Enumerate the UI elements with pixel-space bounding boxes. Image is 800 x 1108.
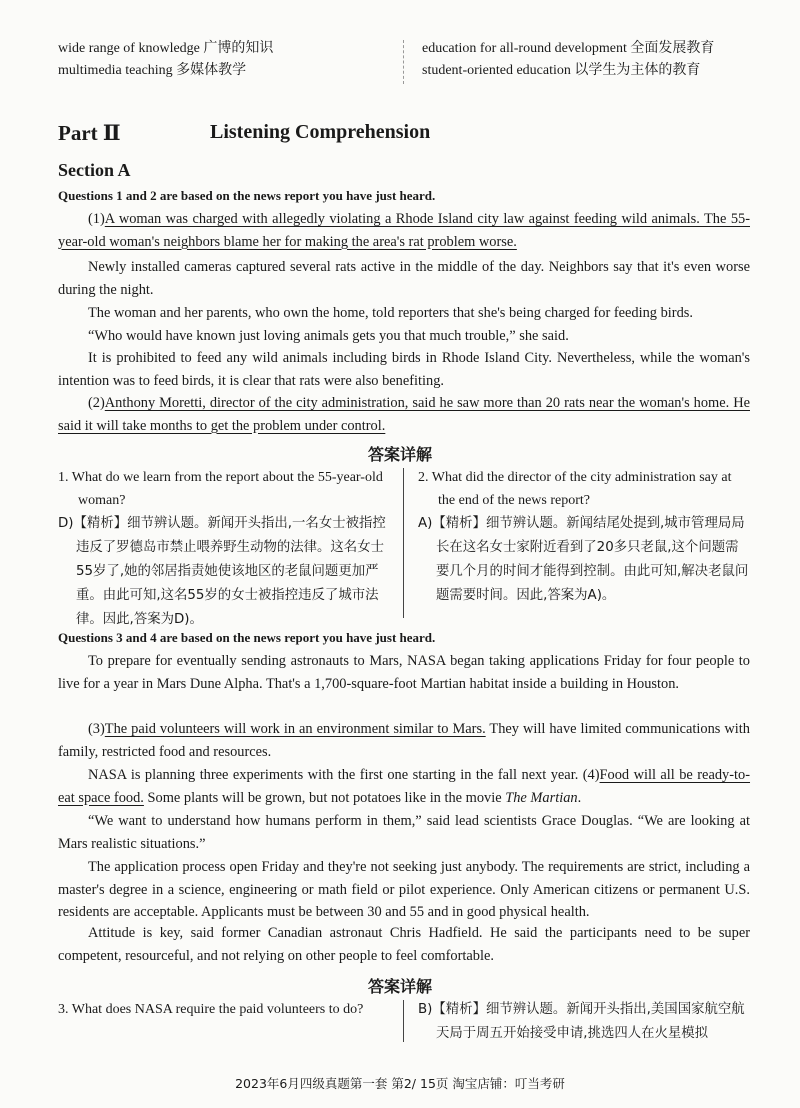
paragraph-text: NASA is planning three experiments with the first one starting in the fall next year. xyxy=(88,767,583,783)
underlined-answer-text: A woman was charged with allegedly violating a Rhode Island city law against feeding wild animals. The 55-year-old woman's neighbors blame her for making the area's rat problem worse. xyxy=(58,211,750,250)
column-divider xyxy=(403,1000,404,1042)
answer-column-left xyxy=(58,998,392,1021)
part-label: Part Ⅱ xyxy=(58,121,121,145)
vocab-right-column xyxy=(422,38,714,82)
paragraph-text: The application process open Friday and they're not seeking just anybody. The requirements are strict, including a master's degree in a science, engineering or math field or pilot experience. Only American citizens or permanent U.S. residents are acceptable. Applicants must be between 30 and 55 and in good physical health. xyxy=(58,859,750,920)
transcript-paragraph xyxy=(58,718,750,763)
underlined-answer-text: Anthony Moretti, director of the city administration, said he saw more than 20 rats near the woman's home. He said it will take months to get the problem under control. xyxy=(58,395,750,434)
question-marker: (3) xyxy=(88,721,105,737)
question-text: 2. What did the director of the city administration say at the end of the news report? xyxy=(418,470,732,508)
paragraph-text: Attitude is key, said former Canadian astronaut Chris Hadfield. He said the participants need to be super competent, resourceful, and not relying on other people to feel comfortable. xyxy=(58,925,750,964)
column-divider xyxy=(403,468,404,618)
vocab-item: education for all-round development 全面发展教育 xyxy=(422,41,715,56)
paragraph-text: Some plants will be grown, but not potatoes like in the movie xyxy=(143,789,506,806)
period: . xyxy=(577,789,582,806)
question-marker: (2) xyxy=(88,395,105,411)
question-group-heading: Questions 1 and 2 are based on the news report you have just heard. xyxy=(58,188,436,203)
answer-section-title: 答案详解 xyxy=(367,977,432,996)
movie-title: The Martian xyxy=(505,789,578,806)
paragraph-text: The woman and her parents, who own the home, told reporters that she's being charged for feeding birds. xyxy=(88,305,693,321)
question-text: 3. What does NASA require the paid volunteers to do? xyxy=(58,1002,364,1017)
section-heading: Section A xyxy=(58,160,131,180)
question-marker: (4) xyxy=(582,767,600,783)
transcript-paragraph xyxy=(58,922,750,967)
part-title: Listening Comprehension xyxy=(210,121,431,143)
answer-explanation: A)【精析】细节辨认题。新闻结尾处提到,城市管理局局长在这名女士家附近看到了20多只老鼠,这个问题需要几个月的时间才能得到控制。由此可知,解决老鼠问题需要时间。因此,答案为A)。 xyxy=(418,516,749,603)
question-marker: (1) xyxy=(88,211,105,227)
transcript-paragraph xyxy=(58,810,750,855)
transcript-paragraph xyxy=(58,347,750,392)
transcript-paragraph xyxy=(58,302,750,325)
paragraph-text: Newly installed cameras captured several rats active in the middle of the day. Neighbors say that it's even worse during the night. xyxy=(58,259,750,298)
answer-column-left xyxy=(58,466,392,632)
answer-section-title: 答案详解 xyxy=(367,445,432,464)
paragraph-text: They will have limited communications with family, restricted food and resources. xyxy=(58,721,750,760)
answer-column-right xyxy=(418,466,750,608)
paragraph-text: It is prohibited to feed any wild animals including birds in Rhode Island City. Nevertheless, while the woman's intention was to feed birds, it is clear that rats were also benefiting. xyxy=(58,350,750,389)
vocab-divider xyxy=(403,40,404,84)
transcript-paragraph xyxy=(58,325,750,348)
transcript-paragraph xyxy=(58,392,750,437)
paragraph-text: “We want to understand how humans perform in them,” said lead scientists Grace Douglas. “We are looking at Mars realistic situations.” xyxy=(58,813,750,852)
vocab-item: student-oriented education 以学生为主体的教育 xyxy=(422,63,701,78)
answer-explanation: D)【精析】细节辨认题。新闻开头指出,一名女士被指控违反了罗德岛市禁止喂养野生动物的法律。这名女士55岁了,她的邻居指责她使该地区的老鼠问题更加严重。由此可知,这名55岁的女士被指控违反了城市法律。因此,答案为D)。 xyxy=(58,516,386,627)
paragraph-text: To prepare for eventually sending astronauts to Mars, NASA began taking applications Friday for four people to live for a year in Mars Dune Alpha. That's a 1,700-square-foot Martian habitat inside a building in Houston. xyxy=(58,653,750,692)
underlined-answer-text: The paid volunteers will work in an environment similar to Mars. xyxy=(104,721,486,737)
vocab-item: multimedia teaching 多媒体教学 xyxy=(58,63,247,78)
transcript-paragraph xyxy=(58,256,750,301)
transcript-paragraph xyxy=(58,856,750,924)
vocab-item: wide range of knowledge 广博的知识 xyxy=(58,41,274,56)
vocab-left-column xyxy=(58,38,273,82)
question-group-heading: Questions 3 and 4 are based on the news report you have just heard. xyxy=(58,630,436,645)
transcript-paragraph xyxy=(58,208,750,253)
transcript-paragraph xyxy=(58,764,750,809)
answer-explanation: B)【精析】细节辨认题。新闻开头指出,美国国家航空航天局于周五开始接受申请,挑选四人在火星模拟 xyxy=(418,1002,745,1041)
question-text: 1. What do we learn from the report about the 55-year-old woman? xyxy=(58,470,383,508)
answer-column-right xyxy=(418,998,750,1046)
underlined-answer-text: Food will all be ready-to-eat space food. xyxy=(58,767,751,806)
paragraph-text: “Who would have known just loving animals gets you that much trouble,” she said. xyxy=(88,328,569,344)
page-footer: 2023年6月四级真题第一套 第2/ 15页 淘宝店铺：叮当考研 xyxy=(235,1076,565,1091)
transcript-paragraph xyxy=(58,650,750,695)
